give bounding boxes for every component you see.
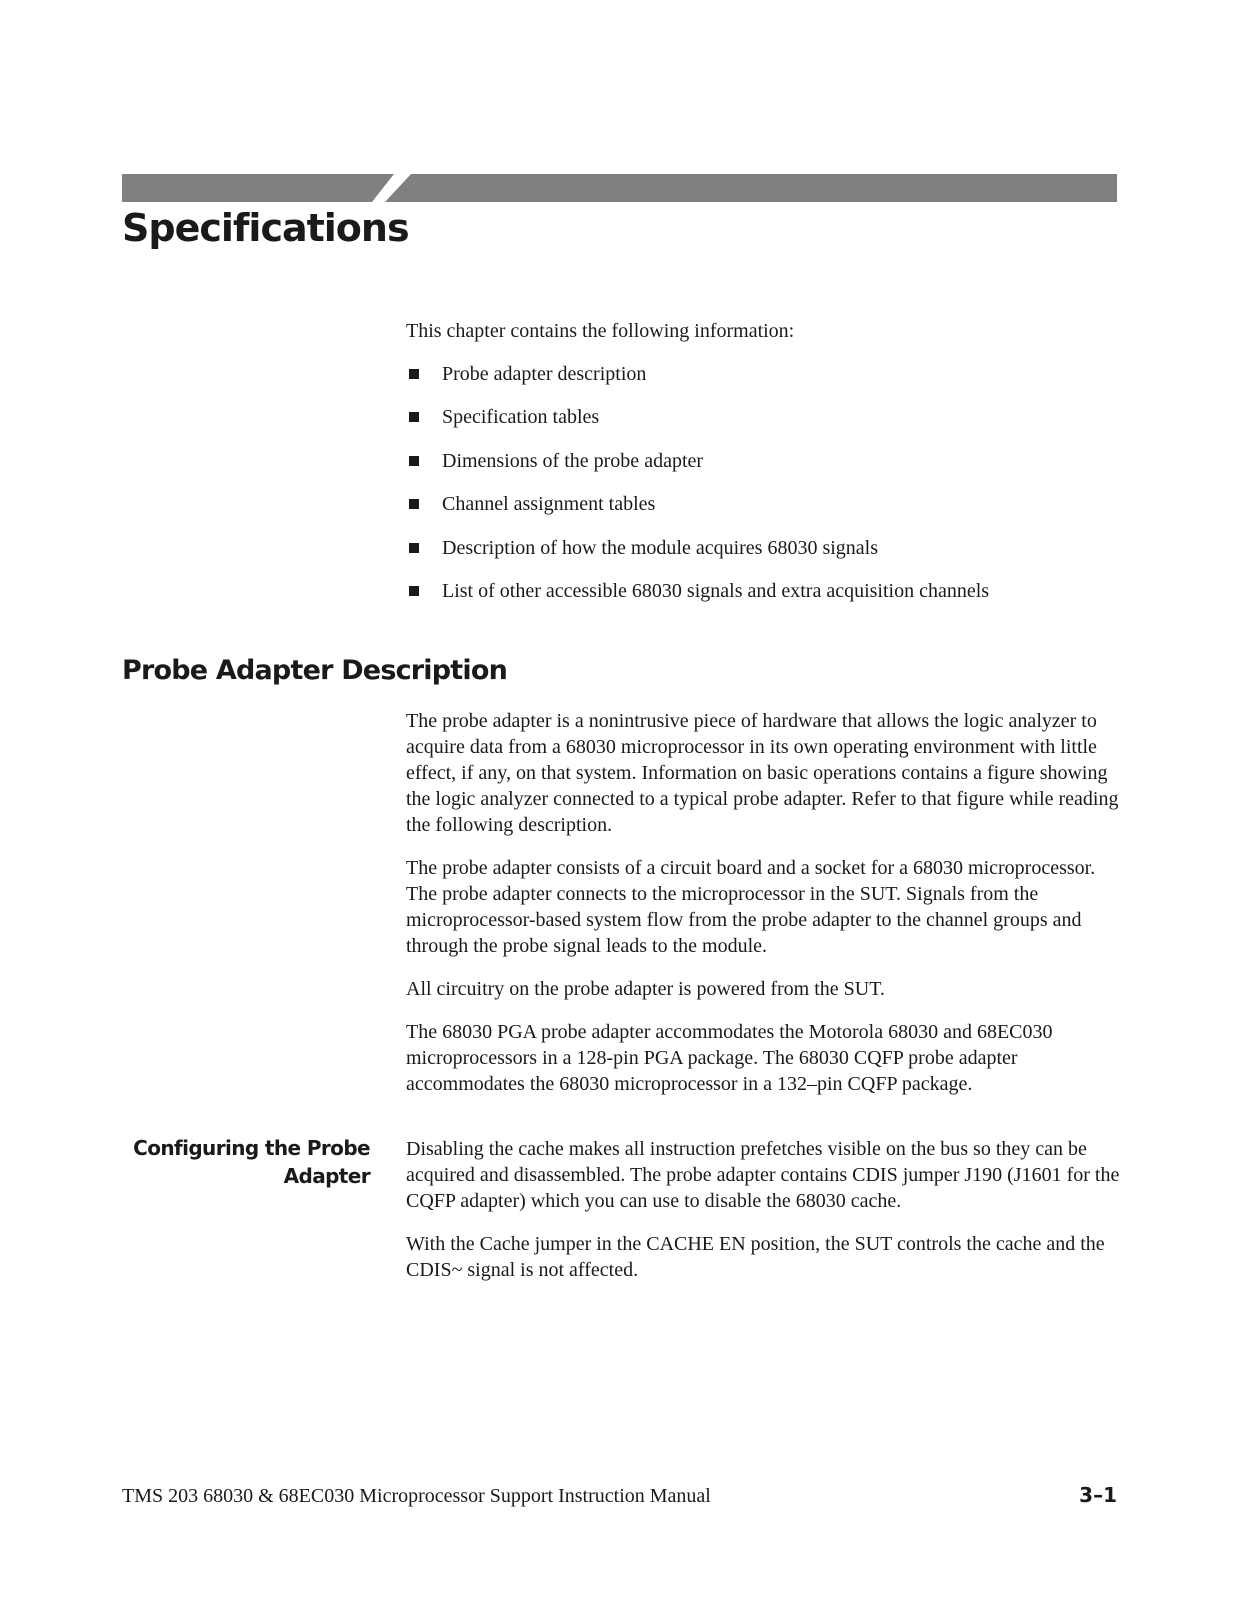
paragraph: All circuitry on the probe adapter is powered from the SUT. [406,978,885,1000]
paragraph: Disabling the cache makes all instruction prefetches visible on the bus so they can be acquired and disassembled. The probe adapter contains CDIS jumper J190 (J1601 for the CQFP adapter) which you can use to disable the 68030 cache. [406,1138,1120,1212]
paragraph: The probe adapter is a nonintrusive piece of hardware that allows the logic analyzer to acquire data from a 68030 microprocessor in its own operating environment with little effect, if any, on that system. Information on basic operations contains a figure showing the logic analyzer connected to a typical probe adapter. Refer to that figure while reading the following description. [406,710,1119,836]
square-bullet-icon [409,586,419,596]
probe-adapter-description [406,708,1121,1114]
paragraph: With the Cache jumper in the CACHE EN position, the SUT controls the cache and the CDIS~ signal is not affected. [406,1233,1105,1281]
configuring-body [406,1136,1121,1300]
list-item-text: Channel assignment tables [442,493,656,516]
chapter-banner [122,174,1117,202]
paragraph: The 68030 PGA probe adapter accommodates the Motorola 68030 and 68EC030 microprocessors in a 128-pin PGA package. The 68030 CQFP probe adapter accommodates the 68030 microprocessor in a 132–pin CQFP package. [406,1021,1053,1095]
square-bullet-icon [409,369,419,379]
side-heading-line: Adapter [283,1164,370,1188]
list-item [406,361,1121,387]
list-item-text: Probe adapter description [442,363,647,385]
topic-list [406,361,1121,604]
section-heading-probe-adapter: Probe Adapter Description [122,655,508,686]
side-heading-configuring [122,1134,370,1190]
square-bullet-icon [409,499,419,509]
square-bullet-icon [409,456,419,466]
list-item [406,578,1121,604]
chapter-title: Specifications [122,206,409,250]
list-item [406,404,1121,430]
chapter-intro [406,318,1121,621]
intro-lead: This chapter contains the following information: [406,320,795,342]
footer-page-number: 3–1 [1079,1483,1117,1507]
list-item-text: Dimensions of the probe adapter [442,449,704,472]
side-heading-line: Configuring the Probe [133,1136,370,1160]
list-item [406,448,1121,474]
chapter-banner-graphic [122,174,1117,202]
list-item-text: Specification tables [442,406,600,429]
square-bullet-icon [409,543,419,553]
footer-manual-title: TMS 203 68030 & 68EC030 Microprocessor Support Instruction Manual [122,1485,711,1507]
list-item [406,491,1121,517]
list-item-text: Description of how the module acquires 68030 signals [442,536,879,559]
list-item-text: List of other accessible 68030 signals and extra acquisition channels [442,579,990,602]
paragraph: The probe adapter consists of a circuit board and a socket for a 68030 microprocessor. The probe adapter connects to the microprocessor in the SUT. Signals from the microprocessor-based system flow from the probe adapter to the channel groups and through the probe signal leads to the module. [406,857,1096,957]
square-bullet-icon [409,412,419,422]
list-item [406,535,1121,561]
